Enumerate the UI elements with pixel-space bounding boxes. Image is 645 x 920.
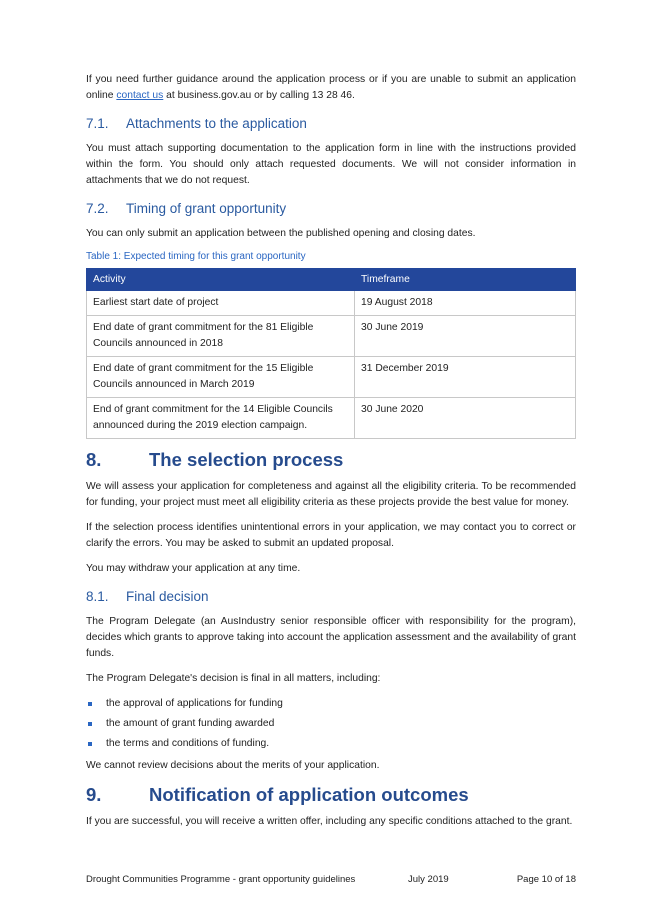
column-header-activity: Activity: [87, 269, 355, 291]
section-8-1-heading: 8.1. Final decision: [86, 589, 209, 604]
bullet-icon: [88, 722, 92, 726]
column-header-timeframe: Timeframe: [355, 269, 576, 291]
table-caption: Table 1: Expected timing for this grant opportunity: [86, 251, 306, 262]
activity-cell: End of grant commitment for the 14 Eligible Councils announced during the 2019 election campaign.: [87, 398, 355, 439]
section-7-1-body: You must attach supporting documentation to the application form in line with the instructions provided within the form. You should only attach requested documents. We will not consider information in attachments that we do not request.: [86, 143, 576, 186]
table-row: [87, 316, 576, 357]
section-9-paragraph: If you are successful, you will receive a written offer, including any specific conditions attached to the grant.: [86, 816, 573, 827]
list-item: the amount of grant funding awarded: [86, 716, 576, 732]
timing-table: [86, 268, 576, 439]
section-8-1-paragraph: The Program Delegate (an AusIndustry senior responsible officer with responsibility for the program), decides which grants to approve taking into account the application assessment and the availability of grant funds.: [86, 616, 576, 659]
list-item: the terms and conditions of funding.: [86, 736, 576, 752]
table-row: [87, 291, 576, 316]
timeframe-cell: 30 June 2020: [355, 398, 576, 439]
list-item: the approval of applications for funding: [86, 696, 576, 712]
section-7-2-body: You can only submit an application between the published opening and closing dates.: [86, 228, 476, 239]
section-8-paragraph: You may withdraw your application at any time.: [86, 563, 301, 574]
table-header-row: [87, 269, 576, 291]
timeframe-cell: 30 June 2019: [355, 316, 576, 357]
footer-document-title: Drought Communities Programme - grant opportunity guidelines: [86, 874, 356, 885]
table-row: [87, 357, 576, 398]
activity-cell: End date of grant commitment for the 15 Eligible Councils announced in March 2019: [87, 357, 355, 398]
timeframe-cell: 31 December 2019: [355, 357, 576, 398]
section-8-paragraph: We will assess your application for completeness and against all the eligibility criteria. To be recommended for funding, your project must meet all eligibility criteria as these projects provide the best value for money.: [86, 481, 576, 508]
section-9-heading: 9. Notification of application outcomes: [86, 784, 469, 805]
section-8-paragraph: If the selection process identifies unintentional errors in your application, we may contact you to correct or clarify the errors. You may be asked to submit an updated proposal.: [86, 522, 576, 549]
footer-date: July 2019: [408, 874, 449, 885]
bullet-icon: [88, 702, 92, 706]
section-8-1-paragraph: The Program Delegate's decision is final in all matters, including:: [86, 673, 381, 684]
section-8-1-paragraph: We cannot review decisions about the merits of your application.: [86, 760, 380, 771]
bullet-icon: [88, 742, 92, 746]
section-8-heading: 8. The selection process: [86, 449, 344, 470]
section-7-1-heading: 7.1. Attachments to the application: [86, 116, 307, 131]
section-7-2-heading: 7.2. Timing of grant opportunity: [86, 201, 287, 216]
intro-paragraph: If you need further guidance around the application process or if you are unable to submit an application online contact us at business.gov.au or by calling 13 28 46.: [86, 74, 576, 101]
table-row: [87, 398, 576, 439]
footer-page-number: Page 10 of 18: [516, 874, 576, 885]
decision-bullet-list: [86, 696, 576, 752]
timeframe-cell: 19 August 2018: [355, 291, 576, 316]
contact-us-link[interactable]: contact us: [116, 90, 164, 101]
activity-cell: Earliest start date of project: [87, 291, 355, 316]
activity-cell: End date of grant commitment for the 81 Eligible Councils announced in 2018: [87, 316, 355, 357]
document-page: [86, 72, 576, 839]
